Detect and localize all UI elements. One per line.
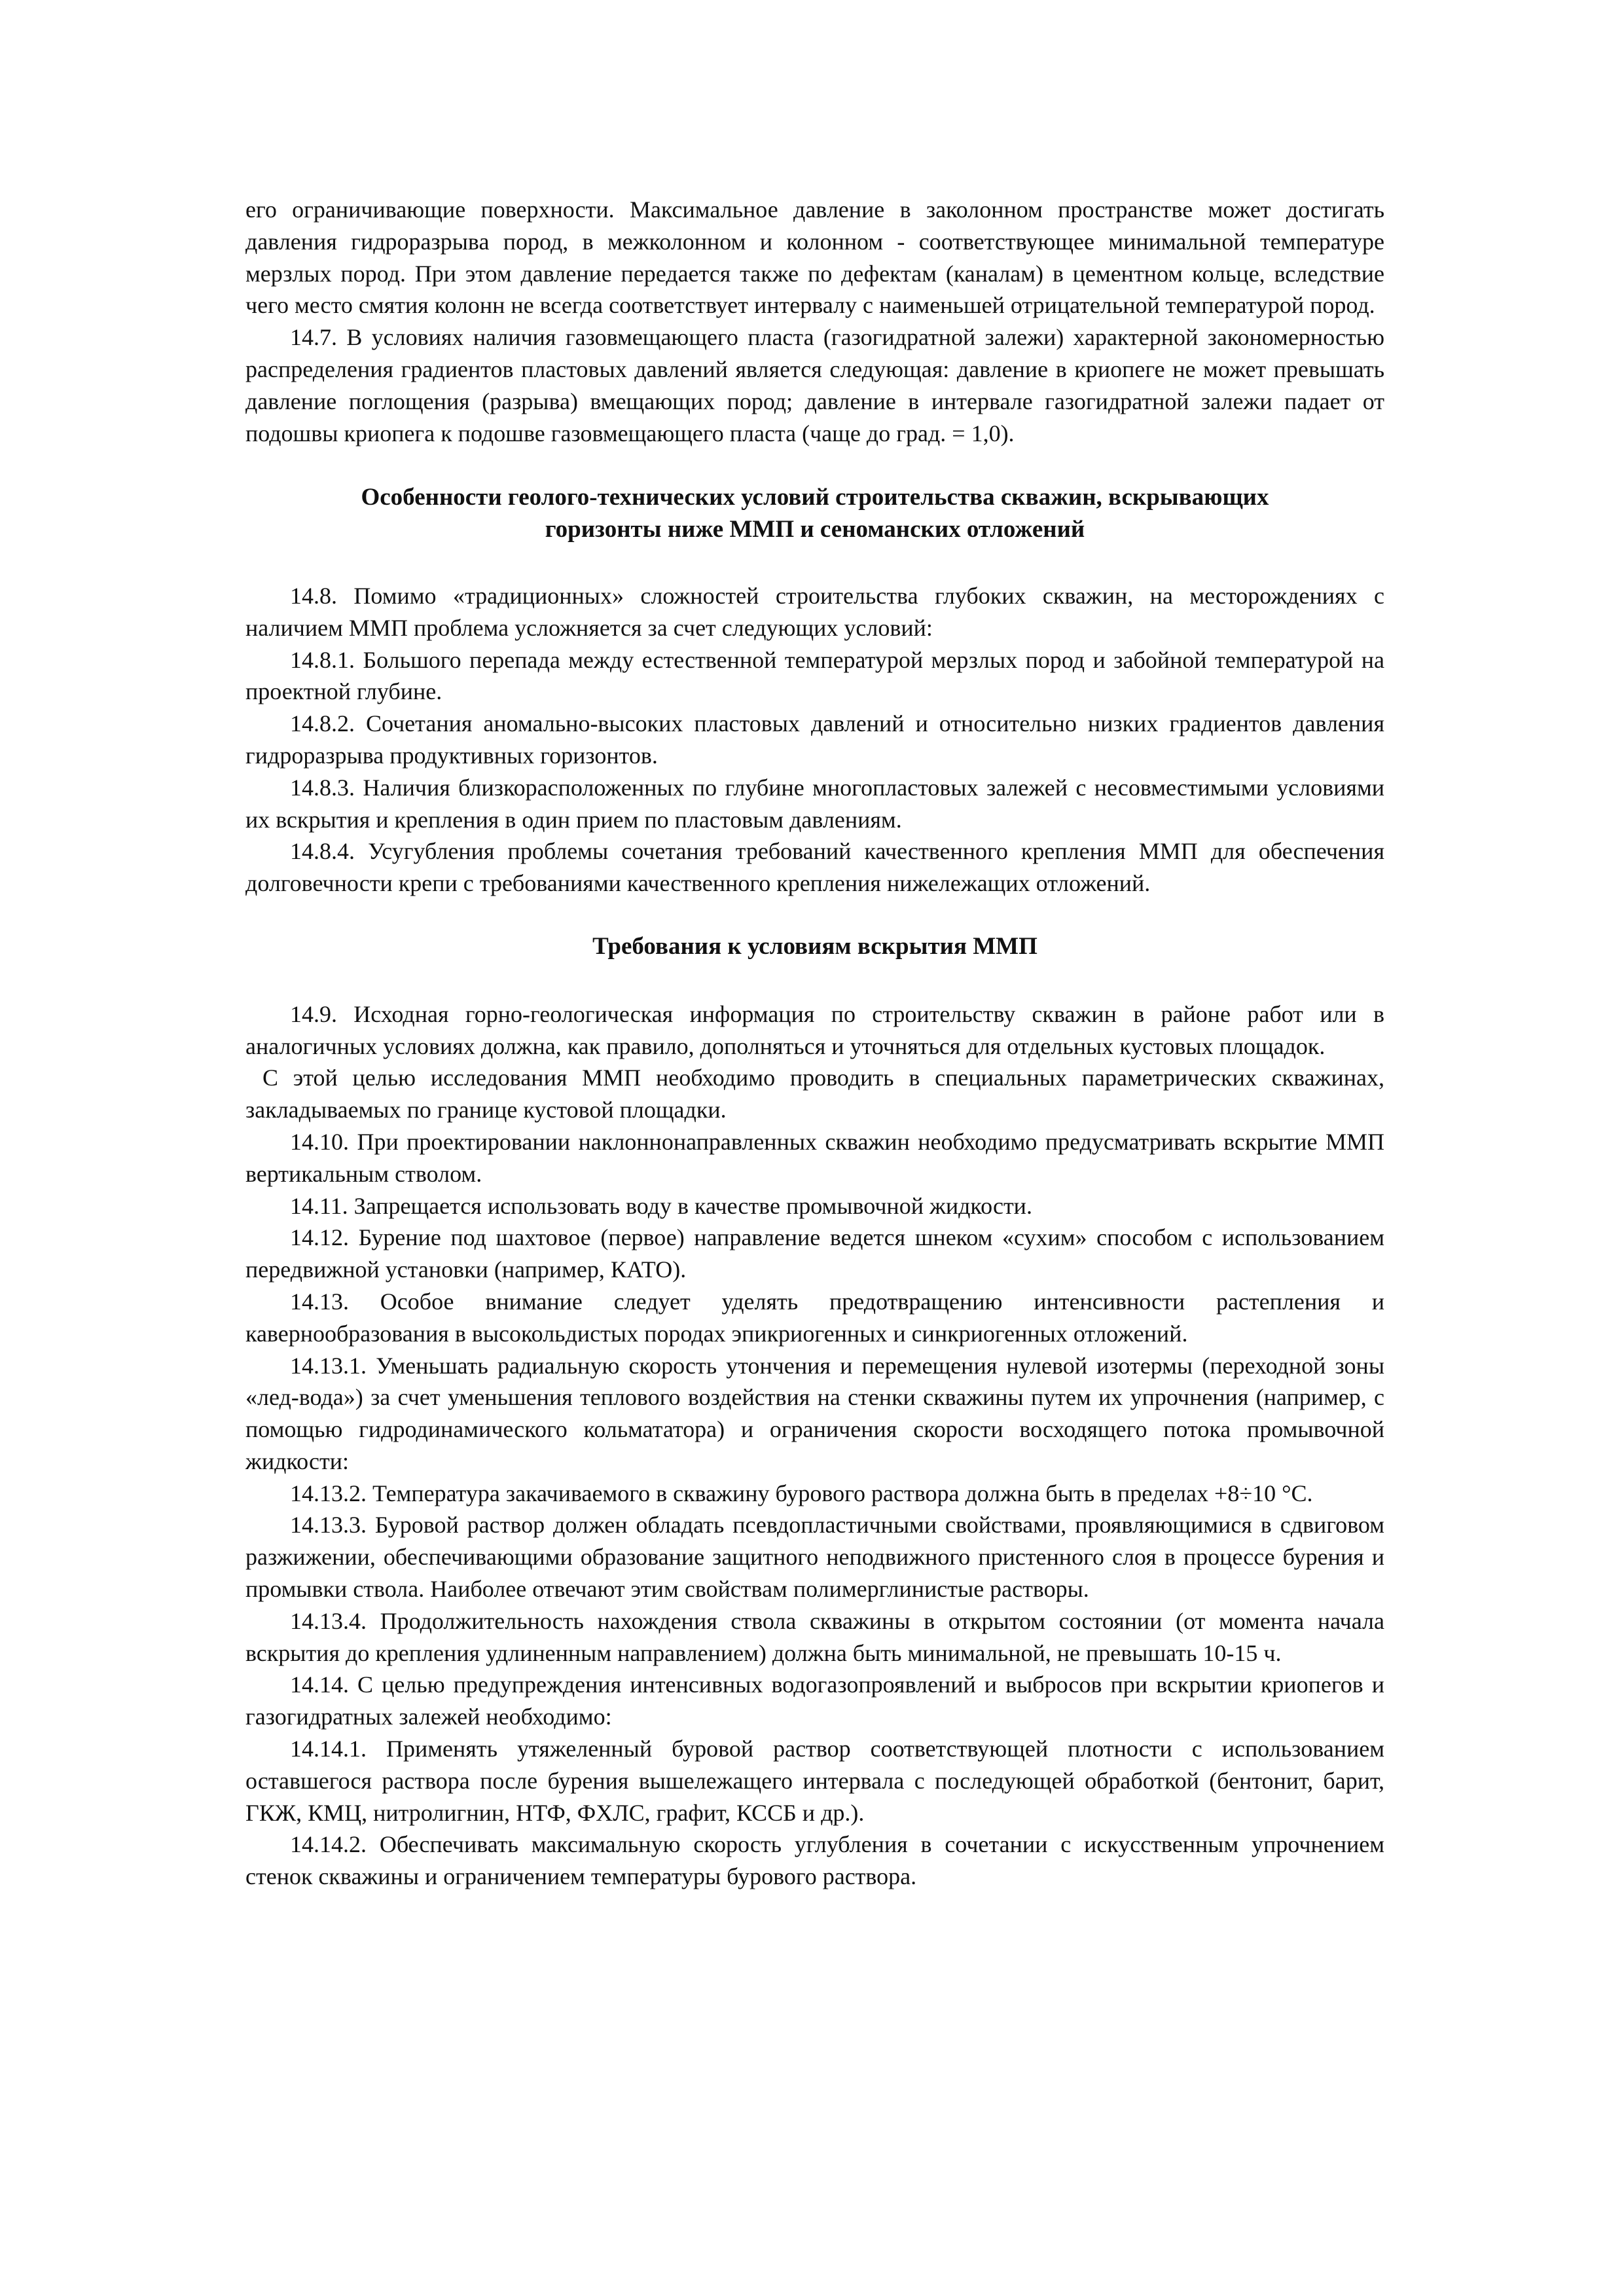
paragraph-14-13-3: 14.13.3. Буровой раствор должен обладать псевдопластичными свойствами, проявляющимися в сдвиговом разжижении, обеспечивающими образование защитного неподвижного пристенного слоя в процессе бурения и промывки ствола. Наиболее отвечают этим свойствам полимерглинистые растворы. bbox=[245, 1512, 1384, 1603]
paragraph-14-9: 14.9. Исходная горно-геологическая информация по строительству скважин в районе работ или в аналогичных условиях должна, как правило, дополняться и уточняться для отдельных кустовых площадок. bbox=[245, 1000, 1384, 1059]
document-page bbox=[245, 194, 1384, 1893]
paragraph-14-8-4: 14.8.4. Усугубления проблемы сочетания требований качественного крепления ММП для обеспечения долговечности крепи с требованиями качественного крепления нижележащих отложений. bbox=[245, 838, 1384, 897]
paragraph-14-13: 14.13. Особое внимание следует уделять предотвращению интенсивности растепления и кавернообразования в высокольдистых породах эпикриогенных и синкриогенных отложений. bbox=[245, 1288, 1384, 1347]
paragraph-14-13-4: 14.13.4. Продолжительность нахождения ствола скважины в открытом состоянии (от момента начала вскрытия до крепления удлиненным направлением) должна быть минимальной, не превышать 10-15 ч. bbox=[245, 1607, 1384, 1666]
paragraph-14-14-2: 14.14.2. Обеспечивать максимальную скорость углубления в сочетании с искусственным упрочнением стенок скважины и ограничением температуры бурового раствора. bbox=[245, 1831, 1384, 1890]
paragraph-14-13-1: 14.13.1. Уменьшать радиальную скорость утончения и перемещения нулевой изотермы (переходной зоны «лед-вода») за счет уменьшения теплового воздействия на стенки скважины путем их упрочнения (например, с помощью гидродинамического кольмататора) и ограничения скорости восходящего потока промывочной жидкости: bbox=[245, 1352, 1384, 1474]
paragraph-research-purpose: С этой целью исследования ММП необходимо проводить в специальных параметрических скважинах, закладываемых по границе кустовой площадки. bbox=[245, 1065, 1384, 1123]
paragraph-14-13-2: 14.13.2. Температура закачиваемого в скважину бурового раствора должна быть в пределах +8÷10 °С. bbox=[290, 1480, 1313, 1506]
paragraph-14-10: 14.10. При проектировании наклоннонаправленных скважин необходимо предусматривать вскрытие ММП вертикальным стволом. bbox=[245, 1128, 1384, 1187]
paragraph-14-12: 14.12. Бурение под шахтовое (первое) направление ведется шнеком «сухим» способом с использованием передвижной установки (например, КАТО). bbox=[245, 1224, 1384, 1283]
paragraph-14-8-1: 14.8.1. Большого перепада между естественной температурой мерзлых пород и забойной температурой на проектной глубине. bbox=[245, 646, 1384, 705]
heading-line-2: горизонты ниже ММП и сеноманских отложений bbox=[545, 516, 1085, 543]
paragraph-14-8: 14.8. Помимо «традиционных» сложностей строительства глубоких скважин, на месторождениях с наличием ММП проблема усложняется за счет следующих условий: bbox=[245, 582, 1384, 641]
heading-line-1: Особенности геолого-технических условий строительства скважин, вскрывающих bbox=[361, 484, 1269, 511]
paragraph-14-14-1: 14.14.1. Применять утяжеленный буровой раствор соответствующей плотности с использованием оставшегося раствора после бурения вышележащего интервала с последующей обработкой (бентонит, барит, ГКЖ, КМЦ, нитролигнин, НТФ, ФХЛС, графит, КССБ и др.). bbox=[245, 1736, 1384, 1826]
section-heading-mmp-requirements: Требования к условиям вскрытия ММП bbox=[592, 932, 1038, 960]
section-heading-geological-conditions bbox=[245, 482, 1384, 546]
paragraph-14-7: 14.7. В условиях наличия газовмещающего пласта (газогидратной залежи) характерной закономерностью распределения градиентов пластовых давлений является следующая: давление в криопеге не может превышать давление поглощения (разрыва) вмещающих пород; давление в интервале газогидратной залежи падает от подошвы криопега к подошве газовмещающего пласта (чаще до град. = 1,0). bbox=[245, 324, 1384, 446]
paragraph-14-14: 14.14. С целью предупреждения интенсивных водогазопроявлений и выбросов при вскрытии криопегов и газогидратных залежей необходимо: bbox=[245, 1671, 1384, 1730]
paragraph-14-8-2: 14.8.2. Сочетания аномально-высоких пластовых давлений и относительно низких градиентов давления гидроразрыва продуктивных горизонтов. bbox=[245, 710, 1384, 769]
paragraph-14-11: 14.11. Запрещается использовать воду в качестве промывочной жидкости. bbox=[290, 1192, 1032, 1219]
intro-paragraph: его ограничивающие поверхности. Максимальное давление в заколонном пространстве может достигать давления гидроразрыва пород, в межколонном и колонном - соответствующее минимальной температуре мерзлых пород. При этом давление передается также по дефектам (каналам) в цементном кольце, вследствие чего место смятия колонн не всегда соответствует интервалу с наименьшей отрицательной температурой пород. bbox=[245, 196, 1384, 319]
paragraph-14-8-3: 14.8.3. Наличия близкорасположенных по глубине многопластовых залежей с несовместимыми условиями их вскрытия и крепления в один прием по пластовым давлениям. bbox=[245, 774, 1384, 833]
